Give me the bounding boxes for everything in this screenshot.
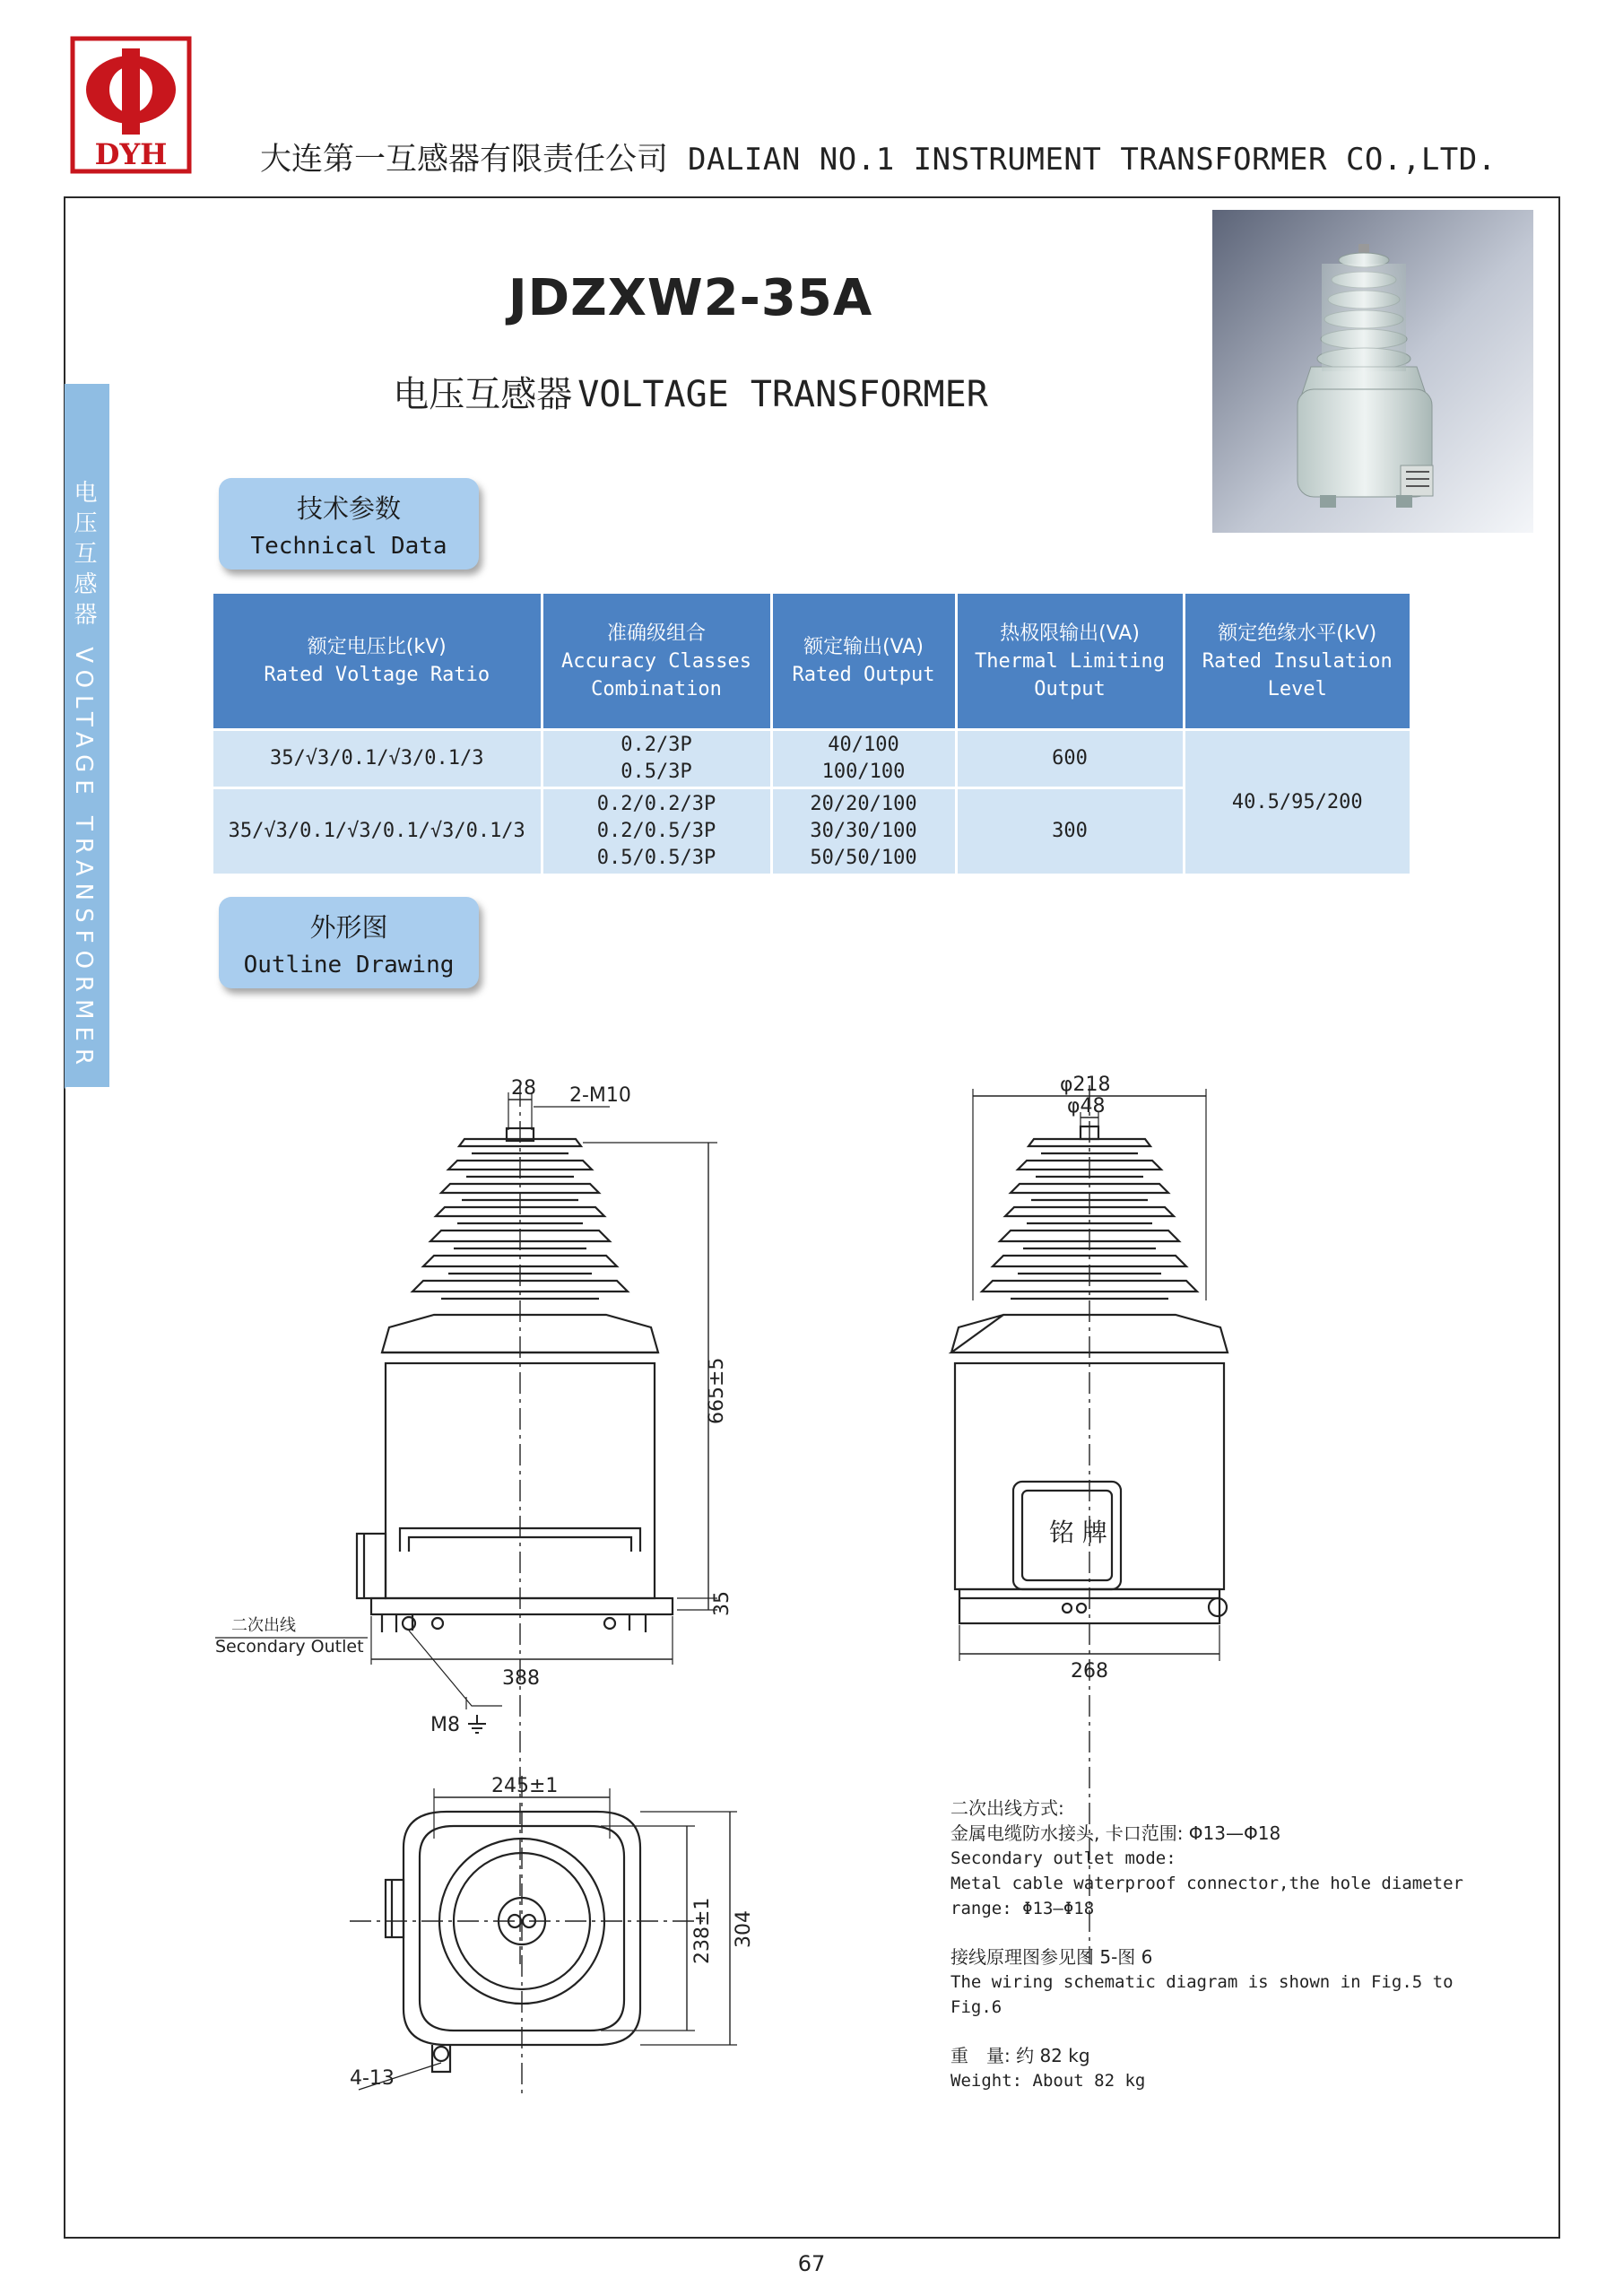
dim-height: 665±5: [706, 1357, 728, 1424]
technical-data-table: [213, 594, 1410, 874]
dim-thread: 2-M10: [569, 1084, 631, 1107]
cell-insulation: 40.5/95/200: [1184, 730, 1410, 874]
outlet-label-en: Secondary Outlet: [215, 1637, 364, 1657]
dim-holes: 4-13: [350, 2067, 395, 2090]
technical-data-label: [219, 478, 479, 570]
header-rated-output: 额定输出(VA) Rated Output: [771, 594, 956, 730]
outline-drawing-label-en: Outline Drawing: [243, 952, 455, 978]
cell-ratio: 35/√3/0.1/√3/0.1/3: [213, 730, 542, 788]
technical-data-label-zh: 技术参数: [296, 493, 401, 524]
company-name-en: DALIAN NO.1 INSTRUMENT TRANSFORMER CO.,LTD.: [688, 142, 1497, 178]
outlet-mode-zh: 金属电缆防水接头, 卡口范围: Φ13—Φ18: [950, 1822, 1281, 1844]
dim-plan-top: 245±1: [491, 1775, 559, 1797]
cell-output: 20/20/100 30/30/100 50/50/100: [771, 788, 956, 874]
dim-front-width: 388: [502, 1667, 540, 1690]
front-view: [215, 1085, 717, 1964]
table-header-row: [213, 594, 1410, 730]
company-name: [260, 135, 1497, 179]
outline-drawing-label: [219, 897, 479, 988]
header-rated-voltage-ratio: 额定电压比(kV) Rated Voltage Ratio: [213, 594, 542, 730]
drawing-notes: [950, 1796, 1506, 2093]
dim-d48: φ48: [1067, 1095, 1106, 1118]
ground-icon: [468, 1715, 486, 1733]
cell-accuracy: 0.2/0.2/3P 0.2/0.5/3P 0.5/0.5/3P: [542, 788, 771, 874]
outlet-mode-en-2: range: Φ13—Φ18: [950, 1899, 1095, 1918]
wiring-note-zh: 接线原理图参见图 5-图 6: [950, 1946, 1153, 1968]
nameplate-label: 铭 牌: [1049, 1518, 1107, 1547]
ground-label: M8: [430, 1714, 460, 1736]
company-name-zh: 大连第一互感器有限责任公司: [260, 142, 669, 178]
plan-view: [350, 1776, 737, 2099]
outlet-mode-en-1: Metal cable waterproof connector,the hole diameter: [950, 1874, 1463, 1893]
dim-side-width: 268: [1071, 1660, 1108, 1683]
header-rated-insulation-level: 额定绝缘水平(kV) Rated Insulation Level: [1184, 594, 1410, 730]
dim-base-height: 35: [711, 1591, 733, 1616]
company-logo: [70, 36, 192, 174]
product-subtitle-zh: 电压互感器: [393, 374, 573, 415]
header-thermal-limiting-output: 热极限输出(VA) Thermal Limiting Output: [956, 594, 1184, 730]
cell-output: 40/100 100/100: [771, 730, 956, 788]
outline-drawing-label-zh: 外形图: [309, 912, 388, 943]
outlet-mode-title-zh: 二次出线方式:: [950, 1797, 1064, 1819]
cell-accuracy: 0.2/3P 0.5/3P: [542, 730, 771, 788]
header-accuracy-classes: 准确级组合 Accuracy Classes Combination: [542, 594, 771, 730]
dim-28: 28: [511, 1077, 536, 1100]
outlet-mode-title-en: Secondary outlet mode:: [950, 1848, 1176, 1868]
dim-d218: φ218: [1060, 1074, 1111, 1096]
technical-data-label-en: Technical Data: [250, 533, 447, 560]
product-subtitle: [251, 366, 1130, 417]
side-tab-label: 电压互感器 VOLTAGE TRANSFORMER: [70, 480, 97, 1073]
cell-thermal: 600: [956, 730, 1184, 788]
cell-thermal: 300: [956, 788, 1184, 874]
svg-text:DYH: DYH: [94, 137, 168, 171]
wiring-note-en-1: The wiring schematic diagram is shown in Fig.5 to: [950, 1972, 1454, 1992]
product-subtitle-en: VOLTAGE TRANSFORMER: [577, 374, 988, 415]
outlet-label-zh: 二次出线: [231, 1616, 296, 1635]
weight-zh: 重 量: 约 82 kg: [950, 2045, 1090, 2066]
wiring-note-en-2: Fig.6: [950, 1997, 1002, 2017]
page-number: 67: [797, 2251, 826, 2276]
product-model: JDZXW2-35A: [508, 269, 873, 327]
product-photo: [1212, 210, 1533, 533]
table-row: [213, 730, 1410, 788]
cell-ratio: 35/√3/0.1/√3/0.1/√3/0.1/3: [213, 788, 542, 874]
dim-plan-inner: 238±1: [691, 1897, 714, 1964]
dim-plan-outer: 304: [733, 1910, 755, 1948]
weight-en: Weight: About 82 kg: [950, 2071, 1146, 2091]
